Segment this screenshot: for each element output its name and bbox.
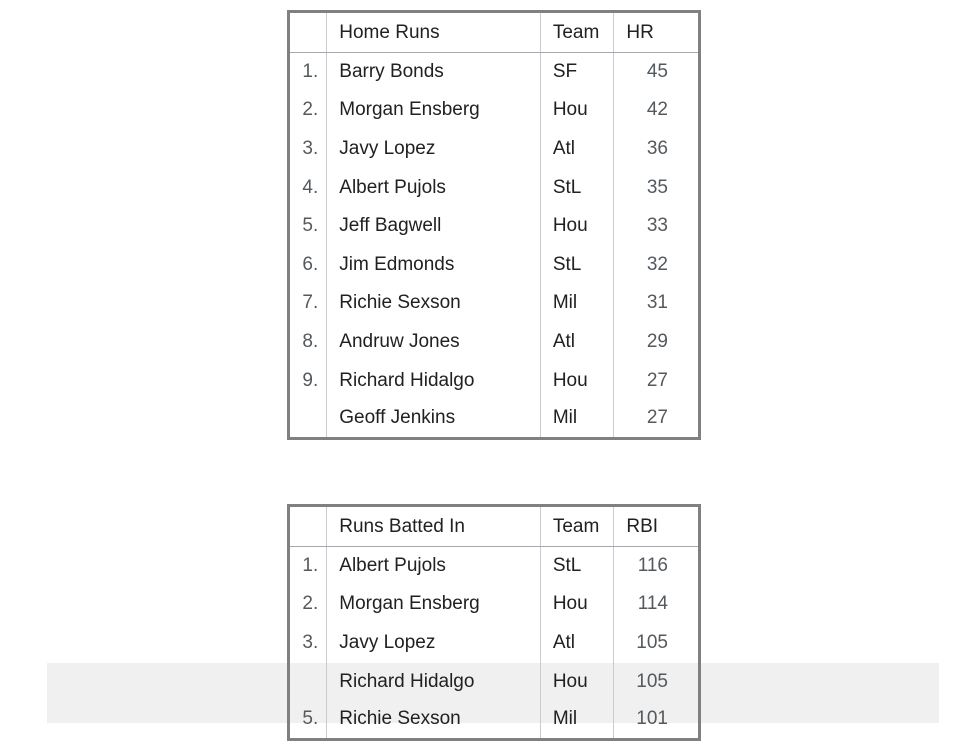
player-cell: Barry Bonds — [327, 53, 541, 92]
team-cell: StL — [540, 547, 614, 586]
team-header: Team — [540, 506, 614, 547]
value-cell: 45 — [614, 53, 700, 92]
rank-header — [289, 12, 327, 53]
table-row — [289, 701, 700, 740]
team-cell: Hou — [540, 207, 614, 246]
rank-cell — [289, 662, 327, 701]
rank-cell: 5. — [302, 215, 319, 237]
rank-cell: 3. — [302, 137, 319, 159]
table-row — [289, 547, 700, 586]
value-cell: 114 — [614, 585, 700, 624]
player-cell: Jim Edmonds — [327, 245, 541, 284]
team-cell: Atl — [540, 130, 614, 169]
rank-cell: 8. — [302, 330, 319, 352]
value-cell: 27 — [614, 361, 700, 400]
value-cell: 29 — [614, 323, 700, 362]
table-row — [289, 168, 700, 207]
team-cell: Mil — [540, 701, 614, 740]
value-cell: 116 — [614, 547, 700, 586]
rank-cell: 2. — [302, 593, 319, 615]
table-row — [289, 624, 700, 663]
table-row — [289, 400, 700, 439]
team-cell: SF — [540, 53, 614, 92]
team-header: Team — [540, 12, 614, 53]
rank-cell — [289, 400, 327, 439]
runs-batted-in-table — [287, 504, 701, 741]
rank-header — [289, 506, 327, 547]
team-cell: Mil — [540, 400, 614, 439]
rank-cell: 3. — [302, 631, 319, 653]
player-cell: Jeff Bagwell — [327, 207, 541, 246]
table-row — [289, 284, 700, 323]
home-runs-table — [287, 10, 701, 440]
rank-cell: 2. — [302, 99, 319, 121]
rank-cell: 9. — [302, 369, 319, 391]
rank-cell: 4. — [302, 176, 319, 198]
table-row — [289, 130, 700, 169]
player-cell: Andruw Jones — [327, 323, 541, 362]
player-cell: Javy Lopez — [327, 624, 541, 663]
value-cell: 105 — [614, 624, 700, 663]
table-row — [289, 323, 700, 362]
table-row — [289, 361, 700, 400]
table-row — [289, 91, 700, 130]
rank-cell: 1. — [302, 555, 319, 577]
team-cell: StL — [540, 168, 614, 207]
value-header: HR — [614, 12, 700, 53]
rank-cell: 5. — [302, 708, 319, 730]
player-cell: Morgan Ensberg — [327, 91, 541, 130]
table-row — [289, 245, 700, 284]
rank-cell: 1. — [302, 61, 319, 83]
team-cell: Atl — [540, 624, 614, 663]
value-cell: 33 — [614, 207, 700, 246]
player-cell: Albert Pujols — [327, 547, 541, 586]
player-cell: Richie Sexson — [327, 284, 541, 323]
player-cell: Geoff Jenkins — [327, 400, 541, 439]
player-cell: Morgan Ensberg — [327, 585, 541, 624]
value-cell: 31 — [614, 284, 700, 323]
value-cell: 35 — [614, 168, 700, 207]
value-cell: 105 — [614, 662, 700, 701]
value-cell: 32 — [614, 245, 700, 284]
table-row — [289, 662, 700, 701]
table-row — [289, 207, 700, 246]
stat-header: Runs Batted In — [327, 506, 541, 547]
team-cell: Hou — [540, 91, 614, 130]
team-cell: Hou — [540, 662, 614, 701]
player-cell: Javy Lopez — [327, 130, 541, 169]
value-cell: 101 — [614, 701, 700, 740]
value-header: RBI — [614, 506, 700, 547]
value-cell: 36 — [614, 130, 700, 169]
table-row — [289, 53, 700, 92]
player-cell: Richie Sexson — [327, 701, 541, 740]
rank-cell: 6. — [302, 253, 319, 275]
player-cell: Richard Hidalgo — [327, 361, 541, 400]
value-cell: 27 — [614, 400, 700, 439]
table-row — [289, 585, 700, 624]
team-cell: Atl — [540, 323, 614, 362]
table-header-row — [289, 12, 700, 53]
player-cell: Richard Hidalgo — [327, 662, 541, 701]
stat-header: Home Runs — [327, 12, 541, 53]
table-header-row — [289, 506, 700, 547]
team-cell: Mil — [540, 284, 614, 323]
team-cell: Hou — [540, 585, 614, 624]
value-cell: 42 — [614, 91, 700, 130]
player-cell: Albert Pujols — [327, 168, 541, 207]
team-cell: Hou — [540, 361, 614, 400]
rank-cell: 7. — [302, 292, 319, 314]
team-cell: StL — [540, 245, 614, 284]
